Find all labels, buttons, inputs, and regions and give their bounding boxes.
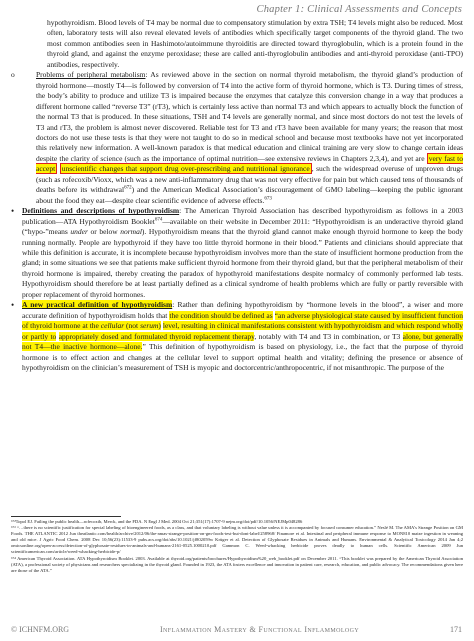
emphasis: under <box>70 227 88 237</box>
page-footer <box>11 625 462 634</box>
bullet-text: : The American Thyroid Association has described hypothyroidism as follows in a 2003 publication—ATA Hypothyroidism Booklet <box>22 206 463 226</box>
bullet-icon: • <box>11 206 15 217</box>
body-text <box>11 18 463 373</box>
emphasis: normal <box>120 227 142 237</box>
highlight-text: alone, but generally not T4—the inactive hormone—alone. <box>22 331 464 352</box>
footnotes <box>11 519 463 574</box>
hollow-bullet-icon: o <box>11 70 15 80</box>
bullet-heading: A new practical definition of hypothyroidism <box>22 300 173 310</box>
highlight-text: appropriately dosed and formulated thyroid replacement therapy <box>58 331 255 341</box>
highlight-part: “an adverse physiological state caused by insufficient function of thyroid hormone at the <box>22 310 464 331</box>
footnote-ref: 673 <box>264 196 272 202</box>
footnote-ref: 672 <box>124 185 132 191</box>
footer-book-title: Inflammation Mastery & Functional Inflammology <box>159 625 360 634</box>
running-head: Chapter 1: Clinical Assessments and Concepts <box>256 4 462 15</box>
bullet-text: ) and the American Medical Association’s discouragement of GMO labeling—keeping the public ignorant about the food they eat—despite clear scientific evidence of adverse effects. <box>36 185 463 205</box>
bullet-new-definition <box>11 300 463 373</box>
highlight-text: level, resulting in clinical manifestations consistent with hypothyroidism and which respond wholly or partly to <box>22 321 463 341</box>
highlight-text: the condition should be defined as <box>169 310 273 320</box>
footer-copyright: © ICHNFM.ORG <box>11 625 70 634</box>
highlight-part: (not <box>124 321 141 331</box>
bullet-text: ). Hypothyroidism means that the thyroid gland cannot make enough thyroid hormone to keep the body running normally. People are hypothyroid if they have too little thyroid hormone in their blood.” Patients and clinicians should appreciate that while this definition is accurate, it is incomplete because hypothyroidism involves more than the state of insufficient hormone production from the gland; in some situations we see that patients make sufficient thyroid hormone from their thyroid gland, but that the peripheral metabolism of their thyroid hormone is impaired, thereby creating the paradox of hypothyroid manifestations despite normalcy of commonly performed lab tests. Hypothyroidism should therefore be at least partially defined as a clinical syndrome of health problems which are fully or partly reversible with proper replacement of thyroid hormones. <box>22 227 463 299</box>
bullet-text: or below <box>87 227 121 237</box>
footnote: ⁶⁷⁴ American Thyroid Association. ATA Hypothyroidism Booklet. 2003. Available at thyroid.org/patients/brochures/Hypothyroidism%20_web_booklet.pdf on December 2011. “This booklet was prepared by the American Thyroid Association (ATA), a professional society of physicians and researchers specializing in the thyroid gland. Founded in 1923, the ATA fosters excellence and innovation in patient care, research, education, and public advocacy. The recommendations given here are those of the ATA.” <box>11 555 463 573</box>
highlight-text: unscientific changes that support drug over-prescribing and nutritional ignorance <box>61 164 310 174</box>
bullet-heading: Problems of peripheral metabolism <box>36 70 146 80</box>
bullet-text: : As reviewed above in the section on normal thyroid metabolism, the thyroid gland’s production of thyroid hormone—mostly T4—is followed by conversion of T4 into the active form of thyroid hormone, which is T3. During times of stress, the body’s ability to produce and utilize T3 is impaired because the enzymes that catalyze this conversion change in a way that produces a different hormone called “reverse T3” (rT3), which is certainly less active than normal T3 and which appears to actually block the function of the normal T3 that is produced. In these situations, TSH and T4 levels are generally normal, and since most doctors do not test the levels of T3 and rT3, the problem is almost never discovered. Reliable test for T3 and rT3 have been available for many years; the reason that most doctors do not use these tests is that they were not taught to do so in medical school and because most textbooks have not yet incorporated this relatively new information. A well-known paradox is that medical education and clinical training are very slow to change certain ideas despite the clarity of science (such as the importance of optimal nutrition—see extensive reviews in Chapters 2,3,4), and yet are <box>36 70 463 163</box>
bullet-text: , notably with T4 and T3 in combination, or T3 <box>254 331 401 341</box>
footnote: ⁶⁷³ “…there is no scientific justification for special labeling of bioengineered foods, as a class, and that voluntary labeling is without value unless it is accompanied by focused consumer education.” Neslé M. The AMA’s Strange Position on GM Foods. THE ATLANTIC 2012 Jun theatlantic.com/health/archive/2012/06/the-amas-strange-position-on-gm-foods-test-but-dont-label/258968/ Finamore et al. Intestinal and peripheral immune response to MON810 maize ingestion in weaning and old mice. J Agric Food Chem. 2008 Dec 10;56(23):11533-9 pubs.acs.org/doi/abs/10.1021/jf802059w Krüger et al. Detection of Glyphosate Residues in Animals and Humans. Environmental & Analytical Toxicology 2014 Jan 4;2 omicsonline.org/open-access/detection-of-glyphosate-residues-in-animals-and-humans-2161-0525.1000210.pdf Gammon C. Weed-whacking herbicide proves deadly to human cells. Scientific American 2009 Jun scientificamerican.com/article/weed-whacking-herbicide-p/ <box>11 525 463 555</box>
bullet-definitions <box>11 206 463 300</box>
highlight-part: ) <box>158 321 161 331</box>
highlight-text: very fast to accept <box>36 153 463 174</box>
page-number: 171 <box>450 625 462 634</box>
bullet-text: ” This definition of hypothyroidism is based on physiology, i.e., the fact that the purpose of thyroid hormone is to effect action and changes at the cellular level to support optimal health and vitality; defining the presence or absence of hypothyroidism on the clinician’s measurement of TSH is myopic and doctorcentric/anthropocentric, if not misanthropic. The purpose of the <box>22 342 463 372</box>
bullet-text: : Rather than defining hypothyroidism by “hormone levels in the blood”, a wiser and more accurate definition of hypothyroidism holds that <box>22 300 463 320</box>
bullet-icon: • <box>11 300 15 311</box>
footnote-rule <box>11 516 121 517</box>
bullet-text: —available on their website in December 2011: “Hypothyroidism is an underactive thyroid gland (“hypo-”means <box>22 216 463 237</box>
bullet-heading: Definitions and descriptions of hypothyroidism <box>22 206 180 216</box>
bullet-text: , such the widespread overuse of unproven drugs (such as rofecoxib/Vioxx, which was a new anti-inflammatory drug that was not very effective for pain but which caused tens of thousands of deaths before its withdrawal <box>36 164 463 195</box>
paragraph-continued: hypothyroidism. Blood levels of T4 may be normal due to compensatory stimulation by extra TSH; T4 levels might also be reduced. Most often, laboratory tests will also reveal elevated levels of antibodies which specifically target components of the thyroid gland. The two most common antibodies seen in Hashimoto/autoimmune thyroiditis are directed toward thyroglobulin, which is a protein found in the thyroid gland, and against the enzyme peroxidase; these are called anti-thyroglobulin antibodies and anti-thyroid peroxidase (anti-TPO) antibodies, respectively. <box>47 18 463 69</box>
emphasis: serum <box>140 321 159 331</box>
footnote: ⁶⁷²Topol EJ. Failing the public health—rofecoxib, Merck, and the FDA. N Engl J Med. 2004 Oct 21;351(17):1707-9 nejm.org/doi/pdf/10.1056/NEJMp048286 <box>11 519 303 524</box>
footnote-ref: 674 <box>154 217 163 223</box>
emphasis: cellular <box>100 321 125 331</box>
bullet-peripheral-metabolism <box>11 70 463 206</box>
